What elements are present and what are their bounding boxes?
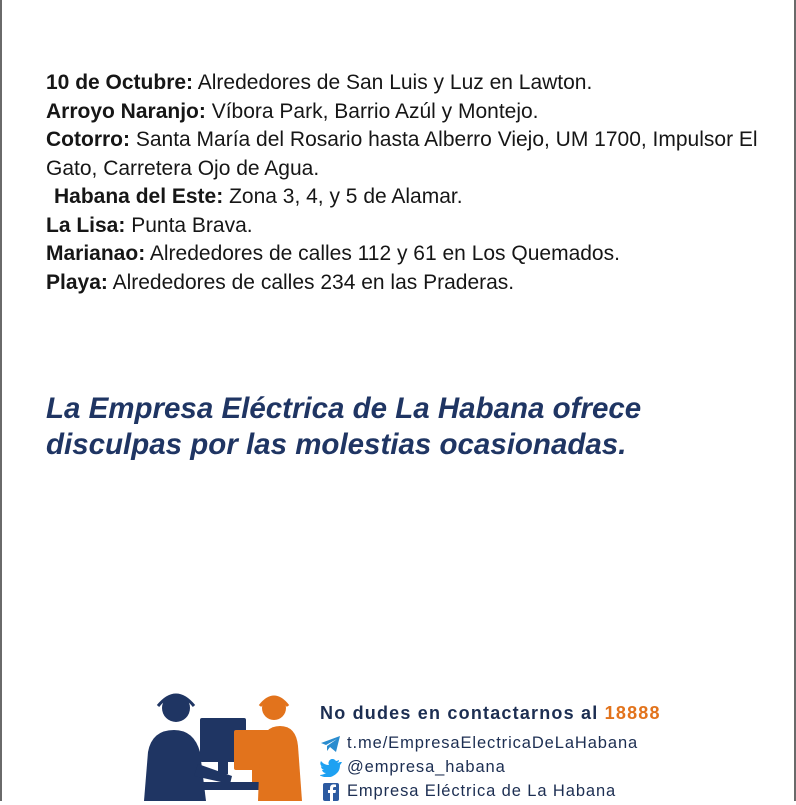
twitter-handle[interactable]: @empresa_habana (347, 758, 506, 776)
telegram-icon (320, 735, 342, 753)
zone-name: Habana del Este: (54, 185, 224, 208)
zone-item (46, 126, 766, 183)
twitter-icon (320, 759, 342, 777)
zone-name: La Lisa: (46, 213, 126, 237)
telegram-link[interactable] (320, 733, 760, 754)
contact-header (320, 703, 760, 724)
zone-name: Marianao: (46, 242, 146, 265)
twitter-link[interactable] (320, 757, 760, 778)
call-center-illustration (140, 690, 315, 801)
zone-name: 10 de Octubre: (46, 71, 194, 94)
contact-block (320, 703, 760, 805)
zone-detail: Alrededores de calles 112 y 61 en Los Quemados. (149, 242, 620, 265)
apology-message (46, 391, 766, 463)
telegram-handle[interactable]: t.me/EmpresaElectricaDeLaHabana (347, 734, 639, 752)
zone-detail: Alrededores de San Luis y Luz en Lawton. (197, 71, 593, 94)
zone-item (46, 183, 766, 212)
zone-name: Cotorro: (46, 128, 130, 151)
zone-item (46, 269, 766, 298)
zone-detail: Punta Brava. (131, 213, 253, 237)
apology-line: La Empresa Eléctrica de La Habana ofrece (46, 392, 642, 425)
zone-name: Playa: (46, 270, 108, 294)
phone-number[interactable]: 18888 (604, 703, 661, 723)
zone-item (46, 212, 766, 241)
zone-item (46, 98, 766, 127)
zone-detail: Alrededores de calles 234 en las Praderas. (112, 270, 515, 294)
affected-zones-list (46, 69, 766, 297)
facebook-link[interactable] (320, 781, 760, 802)
facebook-icon (320, 783, 342, 801)
facebook-page[interactable]: Empresa Eléctrica de La Habana (347, 782, 617, 800)
contact-header-text: No dudes en contactarnos al (320, 703, 599, 723)
zone-item (46, 69, 766, 98)
apology-line: disculpas por las molestias ocasionadas. (46, 428, 627, 461)
zone-item (46, 240, 766, 269)
zone-detail: Santa María del Rosario hasta Alberro Viejo, UM 1700, Impulsor El Gato, Carretera Ojo de Agua. (46, 128, 758, 180)
zone-name: Arroyo Naranjo: (46, 99, 206, 123)
zone-detail: Zona 3, 4, y 5 de Alamar. (229, 185, 463, 208)
zone-detail: Víbora Park, Barrio Azúl y Montejo. (211, 99, 539, 123)
